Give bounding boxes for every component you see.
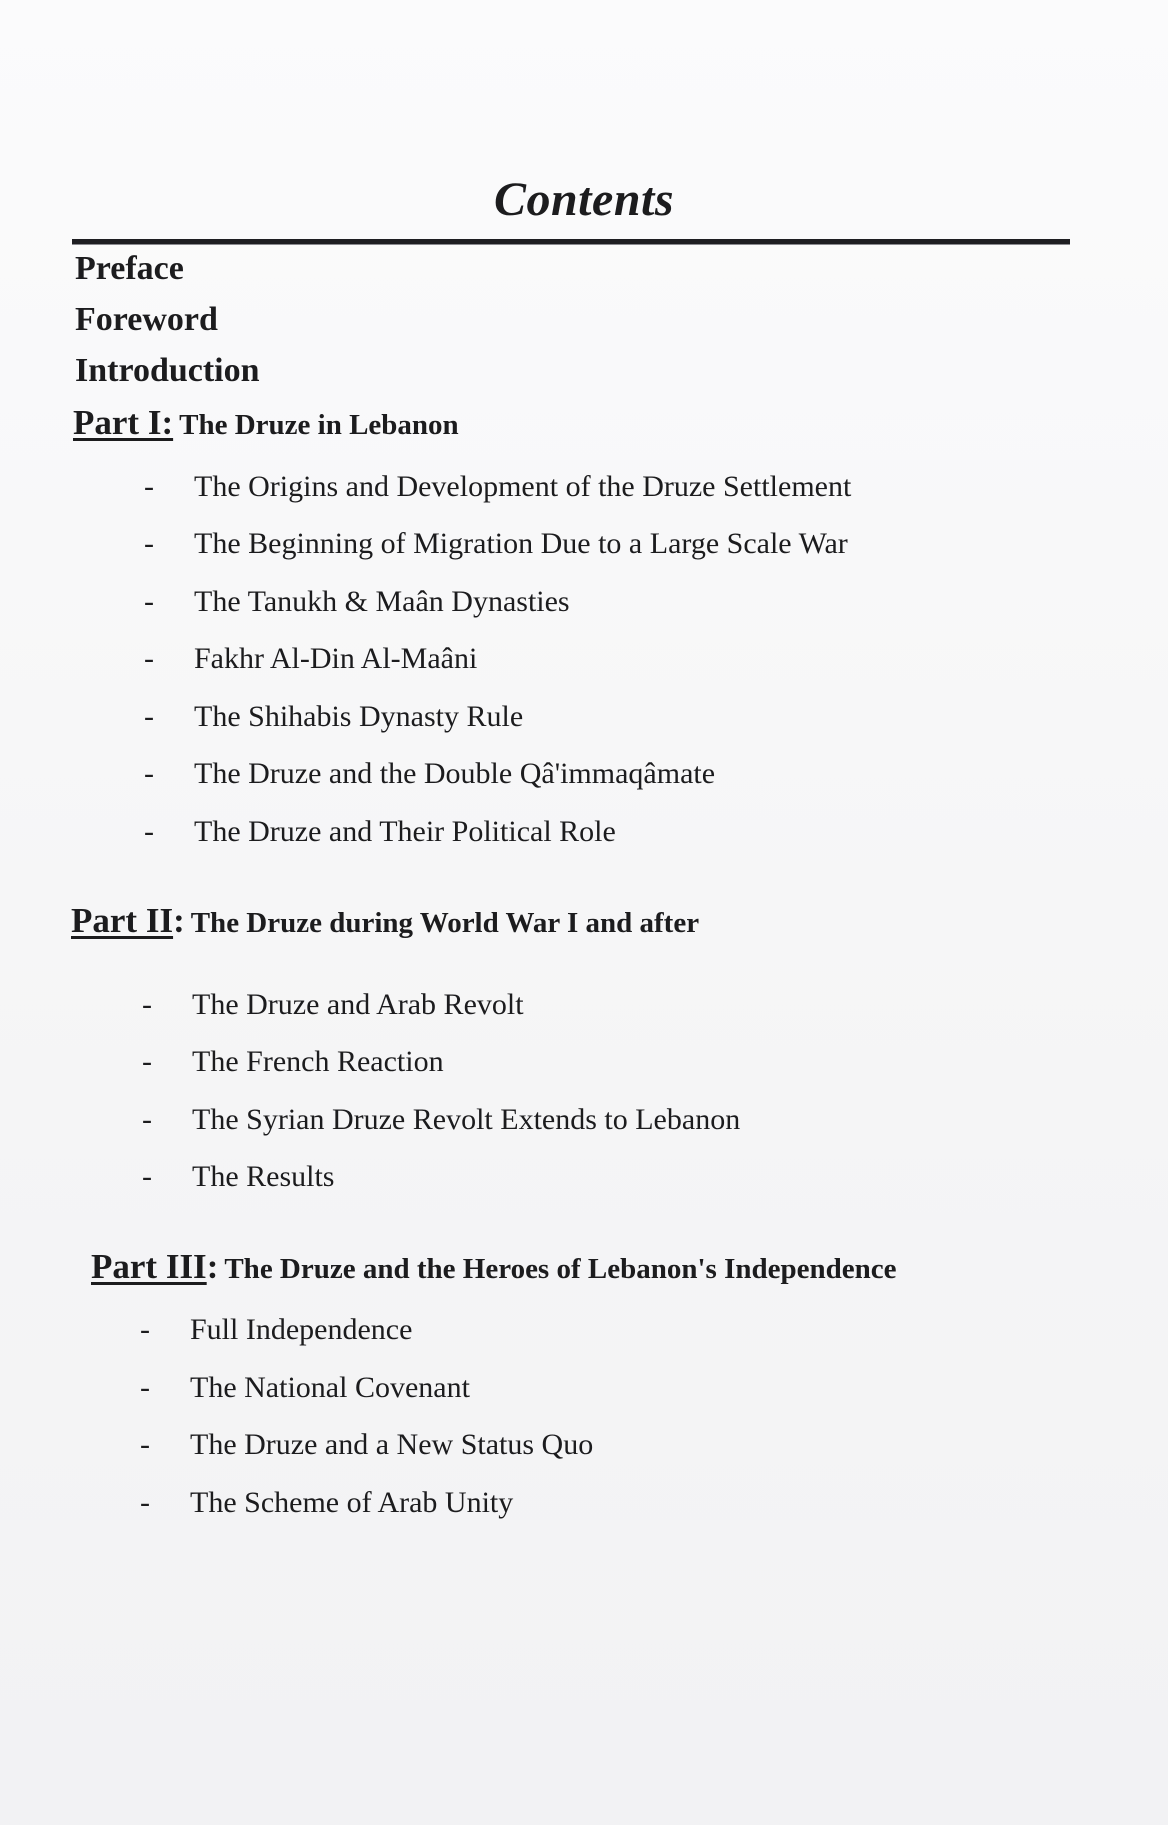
part-2-heading xyxy=(71,901,699,941)
toc-entry xyxy=(144,757,715,791)
part-3-heading xyxy=(91,1247,896,1287)
toc-entry-text: Fakhr Al-Din Al-Maâni xyxy=(194,642,478,675)
bullet-dash: - xyxy=(142,1103,152,1136)
toc-entry xyxy=(144,527,848,561)
toc-entry-text: The Shihabis Dynasty Rule xyxy=(194,700,524,733)
toc-entry xyxy=(144,470,851,504)
toc-entry-text: The Druze and Arab Revolt xyxy=(192,988,524,1021)
part-3-title: The Druze and the Heroes of Lebanon's Independence xyxy=(224,1253,897,1285)
toc-entry-text: The National Covenant xyxy=(190,1371,470,1404)
toc-entry xyxy=(144,700,523,734)
toc-entry-text: The Beginning of Migration Due to a Large Scale War xyxy=(194,527,848,560)
toc-entry-text: The Druze and a New Status Quo xyxy=(190,1428,594,1461)
bullet-dash: - xyxy=(140,1428,150,1461)
toc-entry-text: The Syrian Druze Revolt Extends to Lebanon xyxy=(192,1103,741,1136)
part-1-heading xyxy=(73,403,459,443)
bullet-dash: - xyxy=(144,642,154,675)
toc-foreword: Foreword xyxy=(75,301,218,338)
bullet-dash: - xyxy=(140,1371,150,1404)
part-3-colon: : xyxy=(206,1247,219,1286)
toc-entry-text: The Scheme of Arab Unity xyxy=(190,1486,514,1519)
part-2-label: Part II xyxy=(71,901,174,940)
toc-entry xyxy=(142,1103,740,1137)
bullet-dash: - xyxy=(144,527,154,560)
toc-entry xyxy=(144,815,616,849)
toc-entry xyxy=(142,988,524,1022)
toc-entry xyxy=(140,1371,470,1405)
toc-entry-text: The Druze and the Double Qâ'immaqâmate xyxy=(194,757,716,790)
bullet-dash: - xyxy=(144,470,154,503)
toc-entry-text: The Druze and Their Political Role xyxy=(194,815,616,848)
bullet-dash: - xyxy=(142,1160,152,1193)
bullet-dash: - xyxy=(140,1313,150,1346)
toc-entry-text: The Results xyxy=(192,1160,335,1193)
toc-entry-text: Full Independence xyxy=(190,1313,413,1346)
bullet-dash: - xyxy=(142,988,152,1021)
toc-entry xyxy=(142,1160,335,1194)
toc-entry-text: The Tanukh & Maân Dynasties xyxy=(194,585,570,618)
title-divider xyxy=(72,239,1070,245)
bullet-dash: - xyxy=(144,815,154,848)
part-2-colon: : xyxy=(173,901,185,940)
toc-entry xyxy=(142,1045,444,1079)
bullet-dash: - xyxy=(144,585,154,618)
part-1-title: The Druze in Lebanon xyxy=(179,409,459,441)
toc-introduction: Introduction xyxy=(75,352,260,389)
bullet-dash: - xyxy=(140,1486,150,1519)
bullet-dash: - xyxy=(142,1045,152,1078)
part-3-label: Part III xyxy=(91,1247,207,1286)
page-title: Contents xyxy=(493,173,675,226)
toc-entry xyxy=(144,585,570,619)
toc-preface: Preface xyxy=(75,250,184,287)
bullet-dash: - xyxy=(144,700,154,733)
part-2-title: The Druze during World War I and after xyxy=(190,907,700,939)
toc-entry xyxy=(140,1486,513,1520)
bullet-dash: - xyxy=(144,757,154,790)
toc-entry xyxy=(140,1313,412,1347)
toc-entry-text: The French Reaction xyxy=(192,1045,444,1078)
toc-entry xyxy=(144,642,477,676)
part-1-label: Part I: xyxy=(73,403,174,442)
toc-entry-text: The Origins and Development of the Druze Settlement xyxy=(194,470,852,503)
toc-entry xyxy=(140,1428,593,1462)
